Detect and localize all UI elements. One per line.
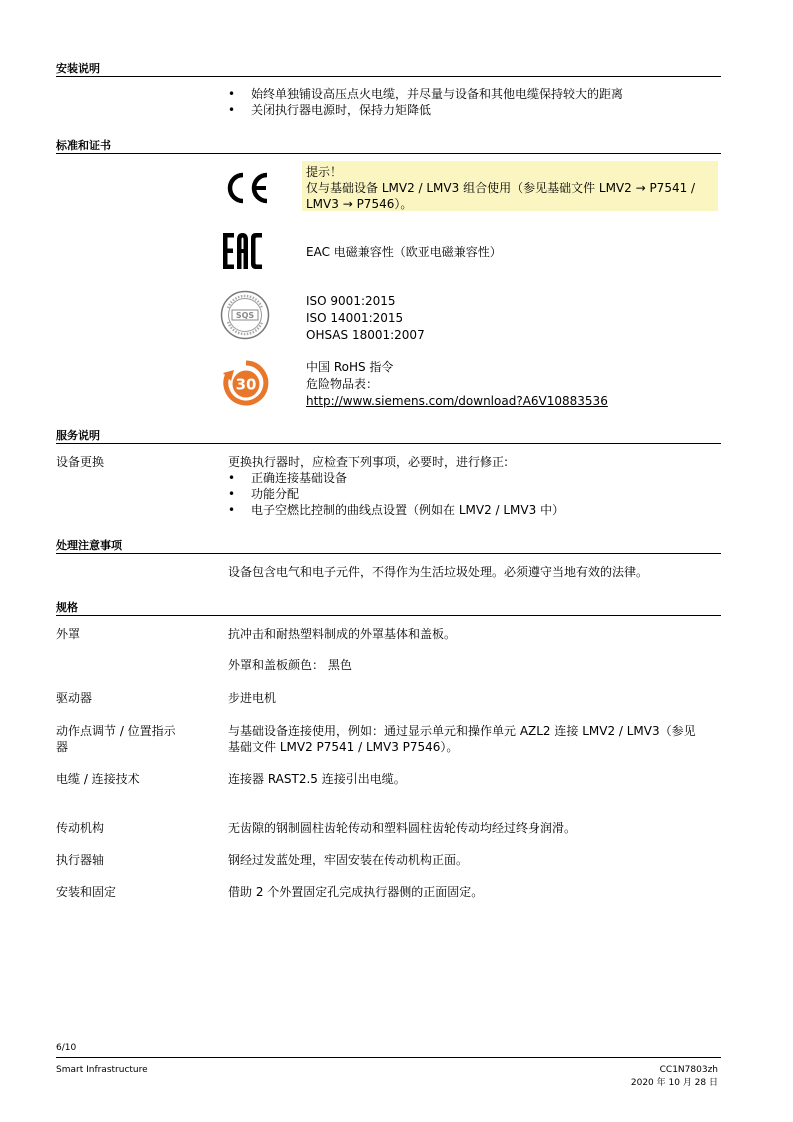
section-rule	[56, 443, 721, 444]
section-title-specs: 规格	[56, 601, 78, 614]
spec-value-housing: 抗冲击和耐热塑料制成的外罩基体和盖板。	[228, 627, 457, 641]
section-rule	[56, 553, 721, 554]
page-number: 6/10	[56, 1043, 77, 1053]
section-title-disposal: 处理注意事项	[56, 539, 122, 552]
spec-value-adjust: 与基础设备连接使用，例如：通过显示单元和操作单元 AZL2 连接 LMV2 / LMV3（参见	[228, 724, 696, 738]
spec-label-shaft: 执行器轴	[56, 853, 105, 867]
spec-value-drive: 步进电机	[228, 691, 277, 705]
note-heading: 提示！	[306, 165, 343, 179]
section-rule	[56, 76, 721, 77]
section-rule	[56, 615, 721, 616]
rohs-download-link[interactable]: http://www.siemens.com/download?A6V10883536	[306, 394, 608, 408]
spec-label-mount: 安装和固定	[56, 885, 117, 899]
iso-line: ISO 9001:2015	[306, 294, 396, 308]
company-name: Smart Infrastructure	[56, 1065, 148, 1075]
footer-rule	[56, 1057, 721, 1058]
ce-mark-icon	[222, 170, 272, 206]
quality-seal-icon	[220, 290, 270, 340]
disposal-text: 设备包含电气和电子元件，不得作为生活垃圾处理。必须遵守当地有效的法律。	[228, 565, 649, 579]
spec-value-mount: 借助 2 个外置固定孔完成执行器侧的正面固定。	[228, 885, 484, 899]
section-title-service: 服务说明	[56, 429, 100, 442]
note-line: 仅与基础设备 LMV2 / LMV3 组合使用（参见基础文件 LMV2 → P7541 /	[306, 181, 696, 195]
eac-mark-icon	[222, 232, 268, 270]
section-title-installation: 安装说明	[56, 62, 100, 75]
rohs-30-label: 30	[235, 375, 257, 394]
note-line: LMV3 → P7546）。	[306, 197, 413, 211]
service-label: 设备更换	[56, 455, 105, 469]
rohs-line: 危险物品表：	[306, 377, 379, 391]
doc-id: CC1N7803zh	[659, 1065, 718, 1075]
rohs-line: 中国 RoHS 指令	[306, 360, 394, 374]
spec-value-housing-color: 外罩和盖板颜色： 黑色	[228, 658, 352, 672]
doc-date: 2020 年 10 月 28 日	[630, 1078, 718, 1088]
service-intro: 更换执行器时，应检查下列事项，必要时，进行修正:	[228, 455, 509, 469]
section-title-standards: 标准和证书	[56, 139, 111, 152]
spec-label-gear: 传动机构	[56, 821, 105, 835]
spec-label-adjust-cont: 器	[56, 740, 69, 754]
spec-label-adjust: 动作点调节 / 位置指示	[56, 724, 176, 738]
spec-value-adjust-cont: 基础文件 LMV2 P7541 / LMV3 P7546）。	[228, 740, 459, 754]
eac-text: EAC 电磁兼容性（欧亚电磁兼容性）	[306, 245, 502, 259]
note-box	[302, 161, 718, 211]
spec-value-shaft: 钢经过发蓝处理，牢固安装在传动机构正面。	[228, 853, 469, 867]
spec-label-drive: 驱动器	[56, 691, 93, 705]
iso-line: ISO 14001:2015	[306, 311, 404, 325]
spec-label-cable: 电缆 / 连接技术	[56, 772, 140, 786]
section-rule	[56, 153, 721, 154]
spec-value-cable: 连接器 RAST2.5 连接引出电缆。	[228, 772, 406, 786]
svg-text:SQS: SQS	[235, 311, 255, 320]
rohs-30-icon	[222, 360, 270, 406]
spec-label-housing: 外罩	[56, 627, 81, 641]
iso-line: OHSAS 18001:2007	[306, 328, 425, 342]
spec-value-gear: 无齿隙的钢制圆柱齿轮传动和塑料圆柱齿轮传动均经过终身润滑。	[228, 821, 577, 835]
